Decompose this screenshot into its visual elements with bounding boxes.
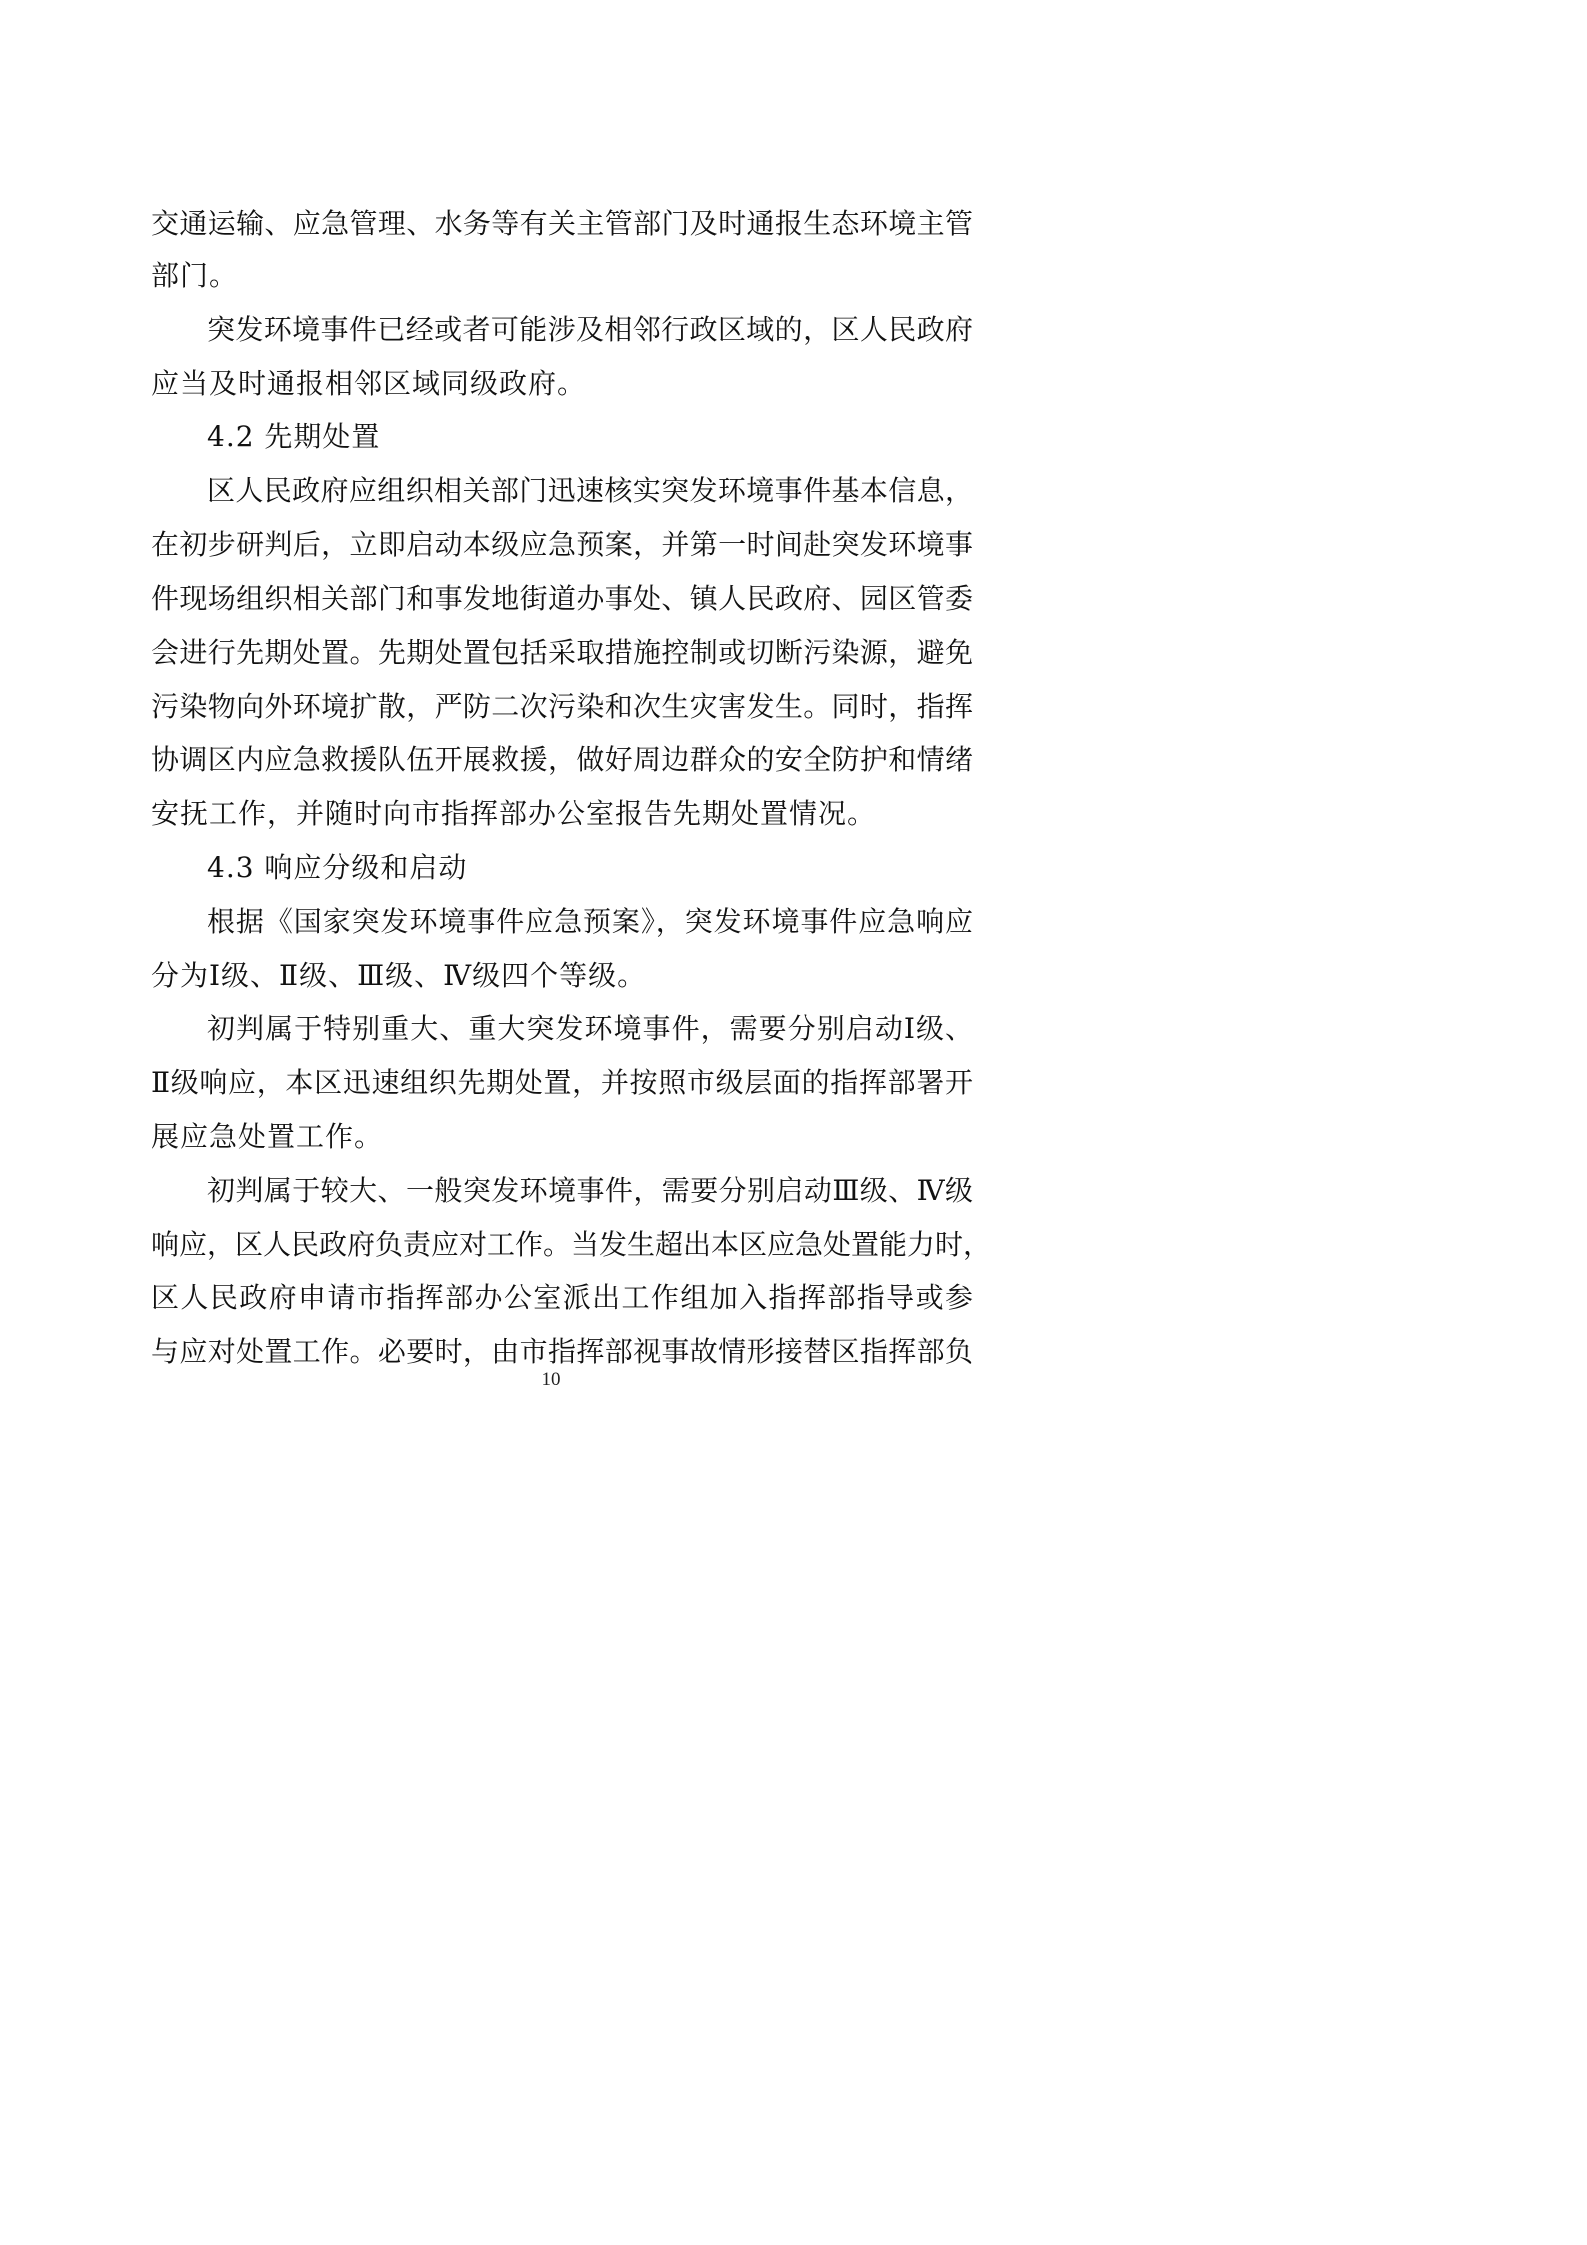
section-heading: 4.3 响应分级和启动 xyxy=(207,851,468,884)
page-number: 10 xyxy=(541,1369,561,1390)
body-text-line: 分为Ⅰ级、Ⅱ级、Ⅲ级、Ⅳ级四个等级。 xyxy=(151,959,647,992)
body-text-line: 污染物向外环境扩散，严防二次污染和次生灾害发生。同时，指挥 xyxy=(151,690,973,723)
body-text-line: 会进行先期处置。先期处置包括采取措施控制或切断污染源，避免 xyxy=(151,636,973,669)
paragraph-first-line: 初判属于特别重大、重大突发环境事件，需要分别启动Ⅰ级、 xyxy=(207,1012,973,1045)
body-text-line: Ⅱ级响应，本区迅速组织先期处置，并按照市级层面的指挥部署开 xyxy=(151,1066,973,1099)
section-heading: 4.2 先期处置 xyxy=(207,420,381,453)
body-text-line: 响应，区人民政府负责应对工作。当发生超出本区应急处置能力时， xyxy=(151,1228,992,1261)
body-text-line: 件现场组织相关部门和事发地街道办事处、镇人民政府、园区管委 xyxy=(151,582,973,615)
body-text-line: 安抚工作，并随时向市指挥部办公室报告先期处置情况。 xyxy=(151,797,877,830)
body-text-line: 展应急处置工作。 xyxy=(151,1120,384,1153)
body-text-line: 区人民政府申请市指挥部办公室派出工作组加入指挥部指导或参 xyxy=(151,1281,973,1314)
body-text-line: 部门。 xyxy=(151,259,239,292)
paragraph-first-line: 初判属于较大、一般突发环境事件，需要分别启动Ⅲ级、Ⅳ级 xyxy=(207,1174,973,1207)
paragraph-first-line: 突发环境事件已经或者可能涉及相邻行政区域的，区人民政府 xyxy=(207,313,973,346)
body-text-line: 在初步研判后，立即启动本级应急预案，并第一时间赴突发环境事 xyxy=(151,528,973,561)
paragraph-first-line: 根据《国家突发环境事件应急预案》，突发环境事件应急响应 xyxy=(207,905,973,938)
body-text-line: 交通运输、应急管理、水务等有关主管部门及时通报生态环境主管 xyxy=(151,207,973,240)
paragraph-first-line: 区人民政府应组织相关部门迅速核实突发环境事件基本信息， xyxy=(207,474,973,507)
body-text-line: 协调区内应急救援队伍开展救援，做好周边群众的安全防护和情绪 xyxy=(151,743,973,776)
body-text-line: 与应对处置工作。必要时，由市指挥部视事故情形接替区指挥部负 xyxy=(151,1335,973,1368)
document-page xyxy=(0,0,1102,1559)
body-text-line: 应当及时通报相邻区域同级政府。 xyxy=(151,367,587,400)
